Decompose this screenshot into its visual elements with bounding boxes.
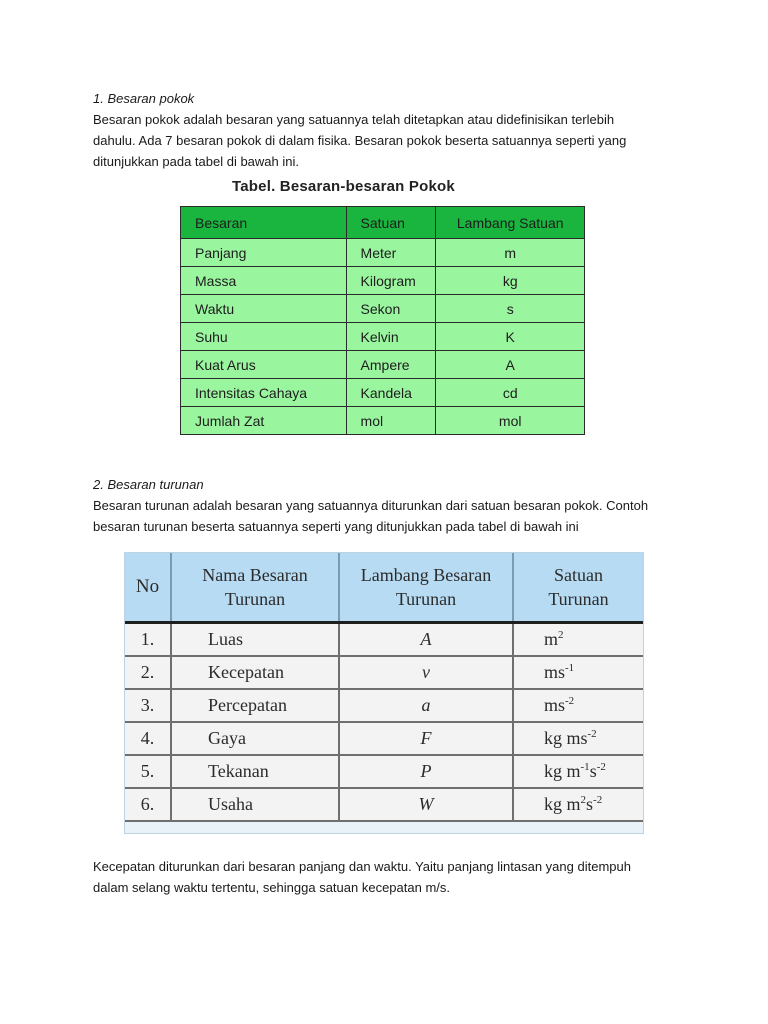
table-row — [181, 351, 585, 379]
header-lambang-satuan: Lambang Satuan — [436, 207, 585, 239]
cell-satuan: Kelvin — [346, 323, 436, 351]
table-1-title: Tabel. Besaran-besaran Pokok — [232, 178, 455, 195]
cell-besaran: Kuat Arus — [181, 351, 347, 379]
header-satuan: Satuan — [346, 207, 436, 239]
cell-besaran: Suhu — [181, 323, 347, 351]
cell-no: 6. — [125, 788, 171, 821]
header-nama-line-2: Turunan — [224, 589, 286, 609]
table-row — [181, 323, 585, 351]
cell-lambang: mol — [436, 407, 585, 435]
cell-no: 4. — [125, 722, 171, 755]
cell-besaran: Massa — [181, 267, 347, 295]
header-lambang-line-1: Lambang Besaran — [360, 565, 492, 585]
section-2-line-1: Besaran turunan adalah besaran yang satuannya diturunkan dari satuan besaran pokok. Contoh — [93, 498, 649, 513]
section-2-heading: 2. Besaran turunan — [93, 477, 204, 492]
cell-lambang: K — [436, 323, 585, 351]
cell-no: 3. — [125, 689, 171, 722]
closing-line-2: dalam selang waktu tertentu, sehingga satuan kecepatan m/s. — [93, 880, 450, 895]
cell-satuan: kg $ms^{-2}$ — [513, 722, 643, 755]
derived-quantities-table — [125, 553, 643, 822]
table-row — [181, 407, 585, 435]
table-row — [125, 623, 643, 657]
base-quantities-table — [180, 206, 585, 435]
section-1-line-3: ditunjukkan pada tabel di bawah ini. — [93, 154, 299, 169]
table-row — [125, 722, 643, 755]
table-row — [181, 267, 585, 295]
cell-lambang: kg — [436, 267, 585, 295]
header-lambang-line-2: Turunan — [395, 589, 457, 609]
cell-satuan: $ms^{-1}$ — [513, 656, 643, 689]
cell-satuan: $m^2$ — [513, 623, 643, 657]
cell-no: 1. — [125, 623, 171, 657]
cell-lambang: v — [339, 656, 513, 689]
table-row — [125, 689, 643, 722]
section-1-heading: 1. Besaran pokok — [93, 91, 195, 106]
section-2-line-2: besaran turunan beserta satuannya seperti yang ditunjukkan pada tabel di bawah ini — [93, 519, 579, 534]
cell-no: 5. — [125, 755, 171, 788]
cell-nama: Percepatan — [171, 689, 339, 722]
cell-lambang: A — [436, 351, 585, 379]
cell-besaran: Jumlah Zat — [181, 407, 347, 435]
table-row — [125, 755, 643, 788]
cell-lambang: P — [339, 755, 513, 788]
header-besaran: Besaran — [181, 207, 347, 239]
section-1-line-1: Besaran pokok adalah besaran yang satuannya telah ditetapkan atau didefinisikan terlebih — [93, 112, 615, 127]
cell-lambang: a — [339, 689, 513, 722]
header-satuan-turunan — [513, 553, 643, 623]
cell-nama: Tekanan — [171, 755, 339, 788]
cell-satuan: Sekon — [346, 295, 436, 323]
cell-satuan: mol — [346, 407, 436, 435]
cell-lambang: A — [339, 623, 513, 657]
table-row — [181, 295, 585, 323]
cell-nama: Kecepatan — [171, 656, 339, 689]
table-row — [125, 656, 643, 689]
cell-lambang: W — [339, 788, 513, 821]
header-satuan-line-2: Turunan — [548, 589, 609, 609]
cell-nama: Gaya — [171, 722, 339, 755]
header-lambang-besaran — [339, 553, 513, 623]
cell-besaran: Panjang — [181, 239, 347, 267]
cell-lambang: m — [436, 239, 585, 267]
cell-nama: Luas — [171, 623, 339, 657]
table-row — [181, 239, 585, 267]
table-row — [125, 788, 643, 821]
header-nama-besaran — [171, 553, 339, 623]
derived-quantities-table-image — [124, 552, 644, 834]
cell-besaran: Intensitas Cahaya — [181, 379, 347, 407]
cell-nama: Usaha — [171, 788, 339, 821]
cell-lambang: F — [339, 722, 513, 755]
table-row — [181, 379, 585, 407]
section-1-line-2: dahulu. Ada 7 besaran pokok di dalam fisika. Besaran pokok beserta satuannya seperti yang — [93, 133, 627, 148]
cell-no: 2. — [125, 656, 171, 689]
header-nama-line-1: Nama Besaran — [202, 565, 308, 585]
cell-lambang: s — [436, 295, 585, 323]
cell-satuan: Kilogram — [346, 267, 436, 295]
table-header-row — [181, 207, 585, 239]
cell-satuan: Kandela — [346, 379, 436, 407]
cell-lambang: cd — [436, 379, 585, 407]
closing-line-1: Kecepatan diturunkan dari besaran panjang dan waktu. Yaitu panjang lintasan yang ditempuh — [93, 859, 631, 874]
cell-besaran: Waktu — [181, 295, 347, 323]
header-no: No — [125, 553, 171, 623]
cell-satuan: Meter — [346, 239, 436, 267]
header-satuan-line-1: Satuan — [554, 565, 603, 585]
table-header-row — [125, 553, 643, 623]
cell-satuan: $ms^{-2}$ — [513, 689, 643, 722]
cell-satuan: kg $m^2s^{-2}$ — [513, 788, 643, 821]
cell-satuan: kg $m^{-1}s^{-2}$ — [513, 755, 643, 788]
cell-satuan: Ampere — [346, 351, 436, 379]
